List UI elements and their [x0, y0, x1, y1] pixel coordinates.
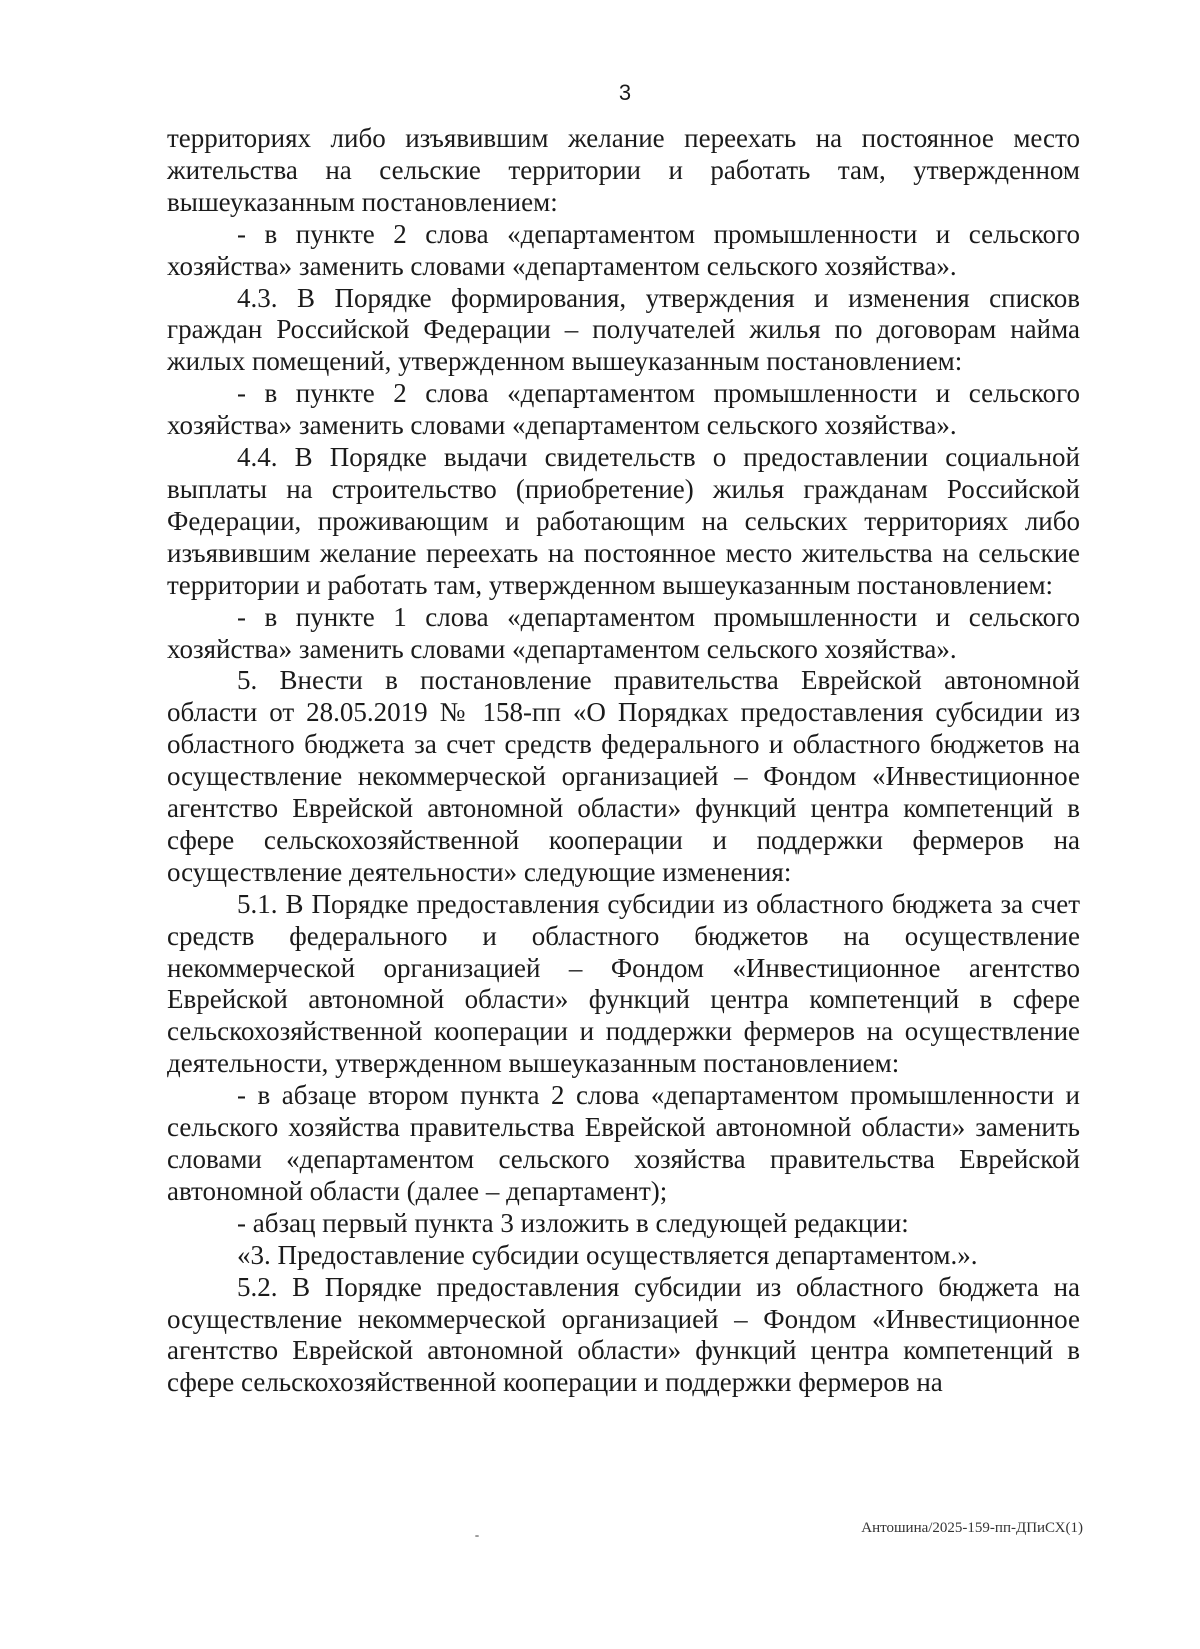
document-footer-code: Антошина/2025-159-пп-ДПиСХ(1)	[861, 1520, 1083, 1536]
scan-artifact	[475, 1535, 479, 1537]
paragraph-7: 5. Внести в постановление правительства Еврейской автономной области от 28.05.2019 № 158-пп «О Порядках предоставления субсидии из областного бюджета за счет средств федерального и областного бюджетов на осуществление некоммерческой организацией – Фондом «Инвестиционное агентство Еврейской автономной области» функций центра компетенций в сфере сельскохозяйственной кооперации и поддержки фермеров на осуществление деятельности» следующие изменения:	[167, 665, 1080, 887]
paragraph-3: 4.3. В Порядке формирования, утверждения и изменения списков граждан Российской Федерации – получателей жилья по договорам найма жилых помещений, утвержденном вышеуказанным постановлением:	[167, 282, 1080, 377]
paragraph-8: 5.1. В Порядке предоставления субсидии из областного бюджета за счет средств федерального и областного бюджетов на осуществление некоммерческой организацией – Фондом «Инвестиционное агентство Еврейской автономной области» функций центра компетенций в сфере сельскохозяйственной кооперации и поддержки фермеров на осуществление деятельности, утвержденном вышеуказанным постановлением:	[167, 888, 1080, 1079]
paragraph-4: - в пункте 2 слова «департаментом промышленности и сельского хозяйства» заменить словами «департаментом сельского хозяйства».	[167, 378, 1080, 441]
paragraph-1: территориях либо изъявившим желание переехать на постоянное место жительства на сельские территории и работать там, утвержденном вышеуказанным постановлением:	[167, 123, 1080, 217]
paragraph-9: - в абзаце втором пункта 2 слова «департаментом промышленности и сельского хозяйства правительства Еврейской автономной области» заменить словами «департаментом сельского хозяйства правительства Еврейской автономной области (далее – департамент);	[167, 1080, 1080, 1206]
paragraph-6: - в пункте 1 слова «департаментом промышленности и сельского хозяйства» заменить словами «департаментом сельского хозяйства».	[167, 601, 1080, 664]
paragraph-5: 4.4. В Порядке выдачи свидетельств о предоставлении социальной выплаты на строительство (приобретение) жилья гражданам Российской Федерации, проживающим и работающим на сельских территориях либо изъявившим желание переехать на постоянное место жительства на сельские территории и работать там, утвержденном вышеуказанным постановлением:	[167, 442, 1080, 600]
document-body	[167, 123, 1080, 1399]
paragraph-12: 5.2. В Порядке предоставления субсидии из областного бюджета на осуществление некоммерческой организацией – Фондом «Инвестиционное агентство Еврейской автономной области» функций центра компетенций в сфере сельскохозяйственной кооперации и поддержки фермеров на	[167, 1271, 1080, 1398]
paragraph-11: «3. Предоставление субсидии осуществляется департаментом.».	[237, 1239, 978, 1270]
paragraph-2: - в пункте 2 слова «департаментом промышленности и сельского хозяйства» заменить словами «департаментом сельского хозяйства».	[167, 218, 1080, 281]
paragraph-10: - абзац первый пункта 3 изложить в следующей редакции:	[237, 1207, 909, 1238]
page-number: 3	[618, 80, 632, 105]
